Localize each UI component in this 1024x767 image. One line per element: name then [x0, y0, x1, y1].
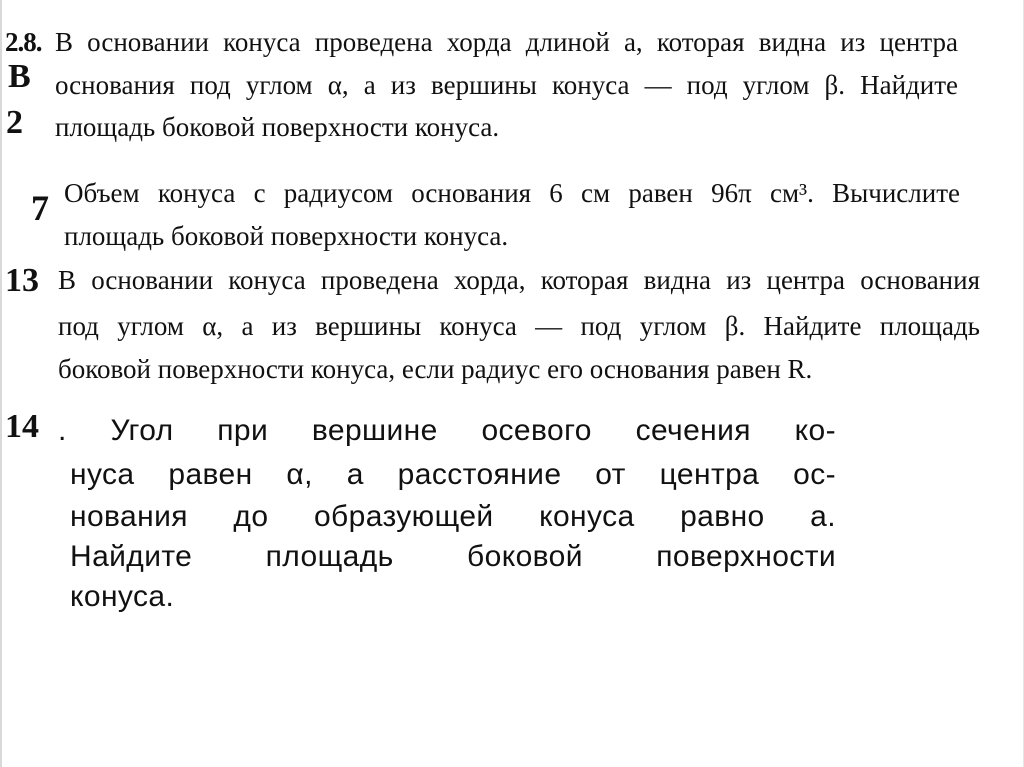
problem-text-line: боковой поверхности конуса, если радиус его основания равен R.	[58, 354, 813, 384]
problem-text-line: В основании конуса проведена хорда, которая видна из центра основания	[58, 265, 980, 295]
left-border	[0, 0, 2, 767]
problem-text-line: под углом α, а из вершины конуса — под углом β. Найдите площадь	[58, 311, 980, 341]
side-label-2: 2	[6, 104, 23, 141]
problem-text-line: площадь боковой поверхности конуса.	[55, 112, 500, 142]
problem-text-line: конуса.	[70, 580, 175, 613]
problem-text-line: Объем конуса с радиусом основания 6 см равен 96π см³. Вычислите	[64, 178, 960, 208]
problem-text-line: нования до образующей конуса равно a.	[70, 500, 836, 533]
problem-text-line: . Угол при вершине осевого сечения ко-	[58, 414, 836, 447]
problem-number: 2.8.	[5, 27, 42, 57]
problem-text-line: площадь боковой поверхности конуса.	[64, 221, 509, 251]
problem-number: 7	[31, 188, 49, 228]
problem-number: 13	[5, 262, 39, 299]
problem-text-line: В основании конуса проведена хорда длиной a, которая видна из центра	[55, 27, 958, 57]
side-label-v: В	[8, 58, 31, 95]
problem-text-line: нуса равен α, а расстояние от центра ос-	[70, 458, 836, 491]
problem-text-line: основания под углом α, а из вершины конуса — под углом β. Найдите	[55, 70, 958, 100]
problem-number: 14	[5, 408, 39, 445]
problem-text-line: Найдите площадь боковой поверхности	[70, 540, 836, 573]
